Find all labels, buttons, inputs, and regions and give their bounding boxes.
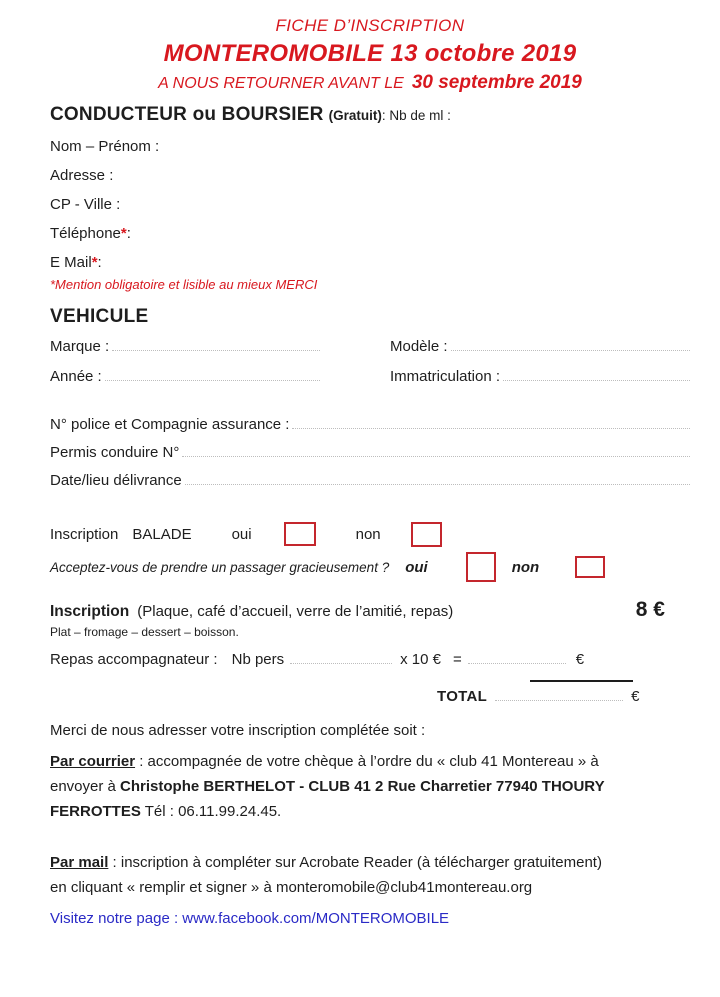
- fill-line[interactable]: [503, 368, 690, 381]
- field-label: CP - Ville :: [50, 196, 121, 213]
- facebook-link[interactable]: Visitez notre page : www.facebook.com/MONTEROMOBILE: [50, 910, 450, 927]
- balade-oui-checkbox[interactable]: [284, 522, 316, 546]
- par-courrier-paragraph: [50, 749, 610, 824]
- field-marque: [50, 338, 320, 355]
- passager-question: Acceptez-vous de prendre un passager gracieusement ?: [50, 559, 390, 575]
- field-label: Marque :: [50, 338, 110, 355]
- conducteur-gratuit: (Gratuit): [328, 108, 382, 123]
- fill-line[interactable]: [185, 472, 690, 485]
- form-title: FICHE D’INSCRIPTION: [275, 16, 465, 35]
- field-label: Date/lieu délivrance: [50, 472, 182, 489]
- balade-label-2: BALADE: [132, 525, 192, 543]
- fill-line[interactable]: [292, 416, 690, 429]
- subtotal-fill-line[interactable]: [468, 651, 566, 664]
- balade-non-checkbox[interactable]: [411, 522, 442, 547]
- field-permis: [50, 444, 690, 464]
- passager-oui-checkbox[interactable]: [466, 552, 496, 582]
- field-label: N° police et Compagnie assurance :: [50, 416, 290, 433]
- required-asterisk: *: [91, 254, 98, 271]
- field-telephone[interactable]: [50, 225, 690, 242]
- total-fill-line[interactable]: [495, 688, 623, 701]
- field-police-assurance: [50, 416, 690, 436]
- par-mail-paragraph: [50, 850, 610, 900]
- section-conducteur-heading: [50, 104, 690, 126]
- total-label: TOTAL: [437, 688, 488, 705]
- field-adresse[interactable]: [50, 167, 690, 184]
- inscription-detail: (Plaque, café d’accueil, verre de l’amitié, repas): [137, 603, 454, 620]
- deadline-prefix: A NOUS RETOURNER AVANT LE: [158, 75, 404, 92]
- par-mail-text: : inscription à compléter sur Acrobate Reader (à télécharger gratuitement) en cliquant « remplir et signer » à monteromobile@club41montereau.org: [50, 854, 602, 896]
- field-modele: [390, 338, 690, 355]
- passager-non-label: non: [511, 558, 540, 576]
- total-divider-line: [530, 680, 633, 682]
- inscription-balade-row: [50, 520, 690, 548]
- par-courrier-label: Par courrier: [50, 753, 136, 770]
- inscription-label: Inscription: [50, 603, 130, 620]
- fill-line[interactable]: [182, 444, 690, 457]
- field-label-suffix: :: [97, 254, 102, 271]
- equals-sign: =: [453, 651, 462, 668]
- field-label: Modèle :: [390, 338, 448, 355]
- euro-sign: €: [631, 688, 640, 705]
- inscription-price-row: [50, 598, 690, 622]
- field-cp-ville[interactable]: [50, 196, 690, 213]
- field-annee: [50, 368, 320, 385]
- balade-label-1: Inscription: [50, 525, 119, 543]
- courrier-phone: Tél : 06.11.99.24.45.: [140, 803, 282, 820]
- section-vehicule-title: VEHICULE: [50, 306, 149, 327]
- field-label: Téléphone: [50, 225, 121, 242]
- par-courrier-text: : accompagnée de votre chèque à l’ordre du « club 41 Montereau » à envoyer à: [50, 753, 599, 795]
- repas-accompagnateur-row: [50, 651, 690, 671]
- fill-line[interactable]: [112, 338, 320, 351]
- unit-price-label: x 10 €: [400, 651, 442, 668]
- field-immatriculation: [390, 368, 690, 385]
- passager-oui-label: oui: [405, 558, 428, 576]
- required-asterisk: *: [120, 225, 127, 242]
- nb-pers-label: Nb pers: [231, 651, 285, 668]
- mandatory-mention: *Mention obligatoire et lisible au mieux MERCI: [50, 277, 318, 292]
- field-email[interactable]: [50, 254, 690, 271]
- par-mail-label: Par mail: [50, 854, 109, 871]
- fill-line[interactable]: [105, 368, 320, 381]
- field-date-lieu-delivrance: [50, 472, 690, 492]
- balade-non-label: non: [355, 525, 381, 543]
- field-label: Immatriculation :: [390, 368, 501, 385]
- field-nom-prenom[interactable]: [50, 138, 690, 155]
- nb-pers-fill-line[interactable]: [290, 651, 392, 664]
- repas-label: Repas accompagnateur :: [50, 651, 218, 668]
- vehicule-row-2: [50, 368, 690, 388]
- fill-line[interactable]: [451, 338, 690, 351]
- deadline-date: 30 septembre 2019: [411, 72, 582, 93]
- balade-oui-label: oui: [231, 525, 252, 543]
- field-label: E Mail: [50, 254, 92, 271]
- field-label: Nom – Prénom :: [50, 138, 160, 155]
- field-label: Permis conduire N°: [50, 444, 180, 461]
- conducteur-suffix: : Nb de ml :: [381, 108, 451, 123]
- menu-detail: Plat – fromage – dessert – boisson.: [50, 625, 239, 639]
- vehicule-row-1: [50, 338, 690, 358]
- passager-non-checkbox[interactable]: [575, 556, 605, 578]
- total-row: [437, 688, 690, 708]
- euro-sign: €: [575, 651, 585, 668]
- inscription-price: 8 €: [635, 598, 665, 621]
- event-title: MONTEROMOBILE 13 octobre 2019: [163, 40, 577, 67]
- deadline-line: [50, 72, 690, 94]
- field-label-suffix: :: [126, 225, 131, 242]
- passager-row: [50, 552, 690, 582]
- conducteur-title: CONDUCTEUR ou BOURSIER: [50, 104, 324, 125]
- field-label: Année :: [50, 368, 102, 385]
- field-label: Adresse :: [50, 167, 114, 184]
- courrier-address: Christophe BERTHELOT - CLUB 41 2 Rue Charretier 77940 THOURY FERROTTES: [50, 778, 605, 820]
- send-instructions-intro: Merci de nous adresser votre inscription complétée soit :: [50, 722, 426, 739]
